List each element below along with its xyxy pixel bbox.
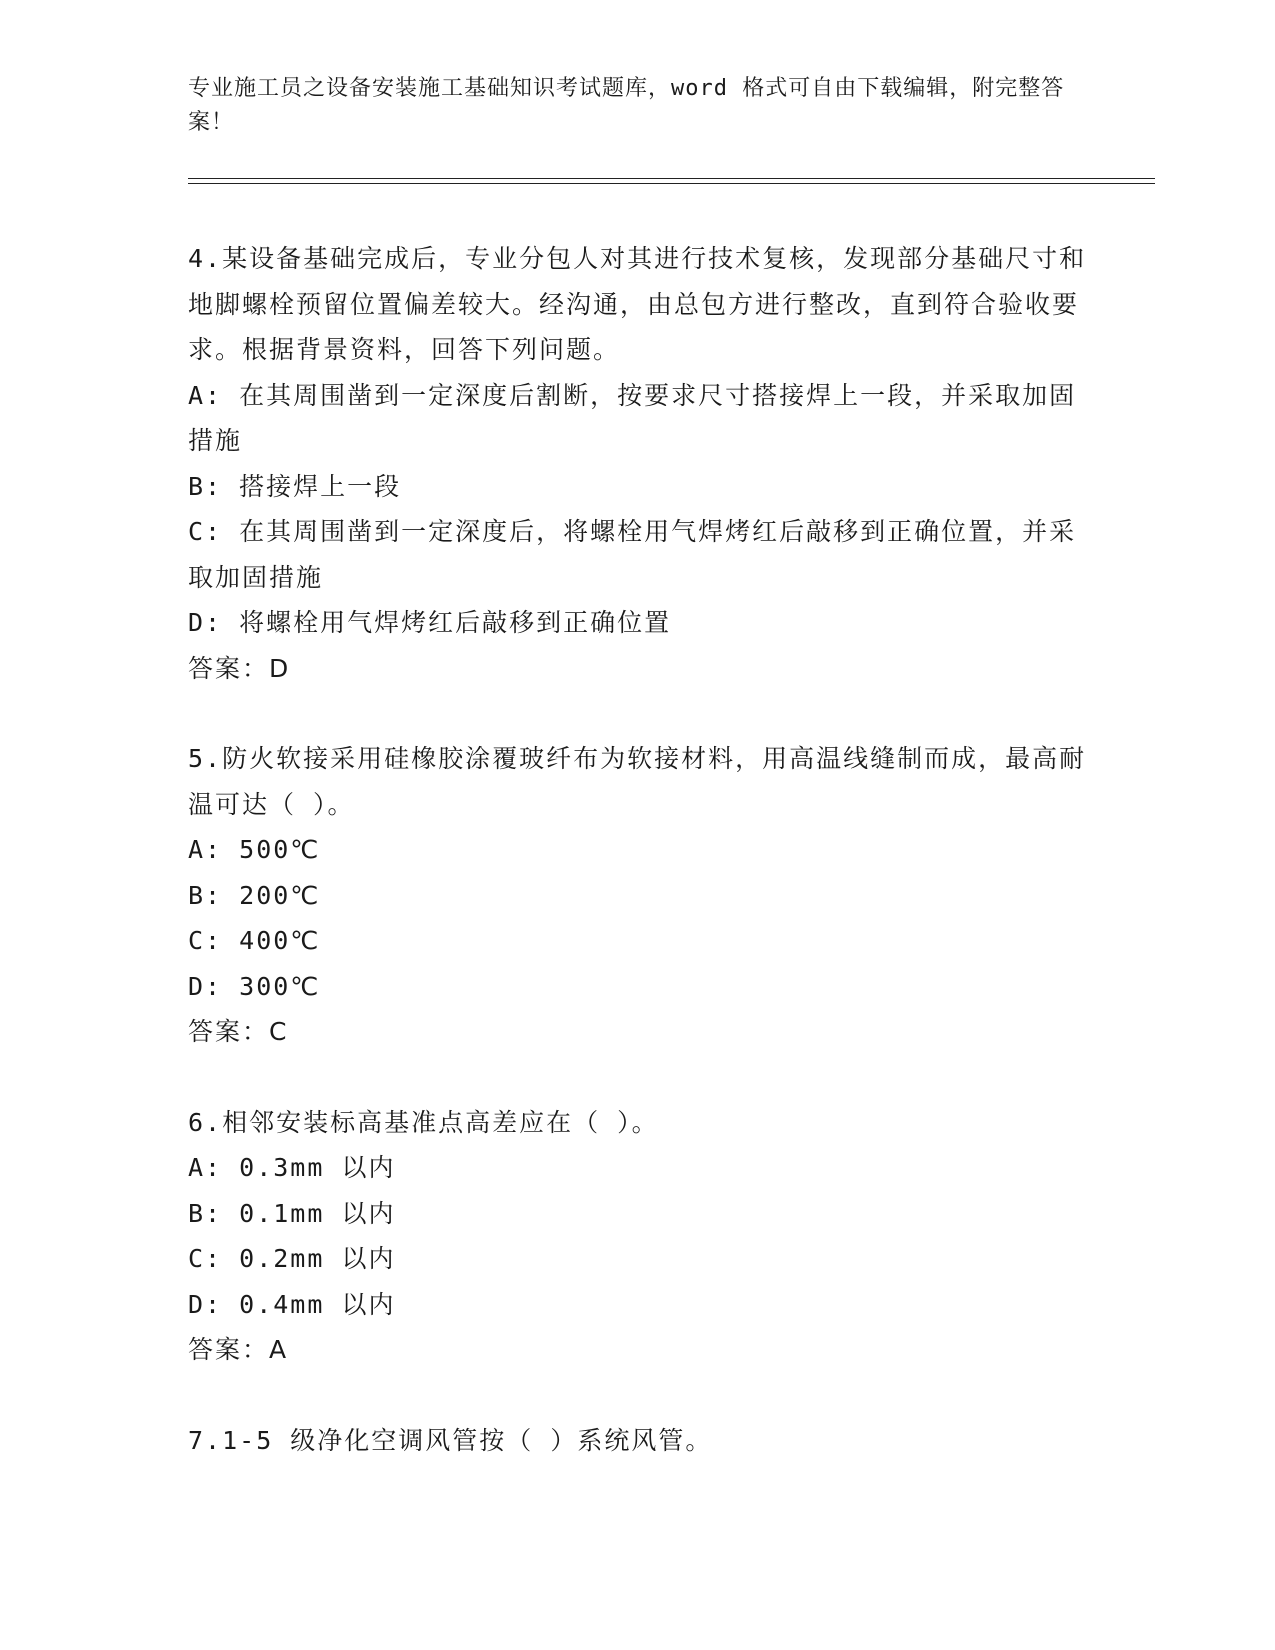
answer-value: D <box>269 653 291 683</box>
answer-value: C <box>269 1017 289 1046</box>
answer-line <box>188 1009 1088 1055</box>
question-stem: 6.相邻安装标高基准点高差应在（ ）。 <box>188 1107 659 1137</box>
question-7 <box>188 1418 1088 1464</box>
option-d: D: 300℃ <box>188 971 321 1001</box>
option-a: A: 500℃ <box>188 835 321 864</box>
option-b: B: 200℃ <box>188 880 321 910</box>
answer-label: 答案： <box>188 1017 270 1046</box>
question-list <box>188 236 1088 1463</box>
question-stem: 7.1-5 级净化空调风管按（ ）系统风管。 <box>188 1425 713 1455</box>
answer-label: 答案： <box>188 1335 270 1364</box>
option-c: C: 0.2mm 以内 <box>188 1244 396 1273</box>
question-4 <box>188 236 1088 691</box>
answer-line <box>188 1327 1088 1373</box>
option-c: C: 在其周围凿到一定深度后，将螺栓用气焊烤红后敲移到正确位置，并采取加固措施 <box>188 517 1077 592</box>
question-stem: 5.防火软接采用硅橡胶涂覆玻纤布为软接材料，用高温线缝制而成，最高耐温可达（ ）。 <box>188 744 1087 819</box>
header-divider-bottom <box>188 183 1155 184</box>
option-a: A: 0.3mm 以内 <box>188 1153 396 1182</box>
question-5 <box>188 736 1088 1055</box>
question-stem: 4.某设备基础完成后，专业分包人对其进行技术复核，发现部分基础尺寸和地脚螺栓预留位置偏差较大。经沟通，由总包方进行整改，直到符合验收要求。根据背景资料，回答下列问题。 <box>188 244 1087 364</box>
question-6 <box>188 1100 1088 1373</box>
answer-line <box>188 646 1088 692</box>
option-c: C: 400℃ <box>188 926 321 955</box>
answer-value: A <box>269 1335 289 1364</box>
document-header <box>188 72 1068 140</box>
header-divider-top <box>188 178 1155 179</box>
option-a: A: 在其周围凿到一定深度后割断，按要求尺寸搭接焊上一段，并采取加固措施 <box>188 380 1077 455</box>
header-text: 专业施工员之设备安装施工基础知识考试题库，word 格式可自由下载编辑，附完整答案！ <box>188 76 1065 135</box>
option-b: B: 0.1mm 以内 <box>188 1198 396 1228</box>
option-d: D: 将螺栓用气焊烤红后敲移到正确位置 <box>188 608 672 637</box>
option-b: B: 搭接焊上一段 <box>188 471 402 501</box>
answer-label: 答案： <box>188 653 270 683</box>
option-d: D: 0.4mm 以内 <box>188 1289 396 1319</box>
